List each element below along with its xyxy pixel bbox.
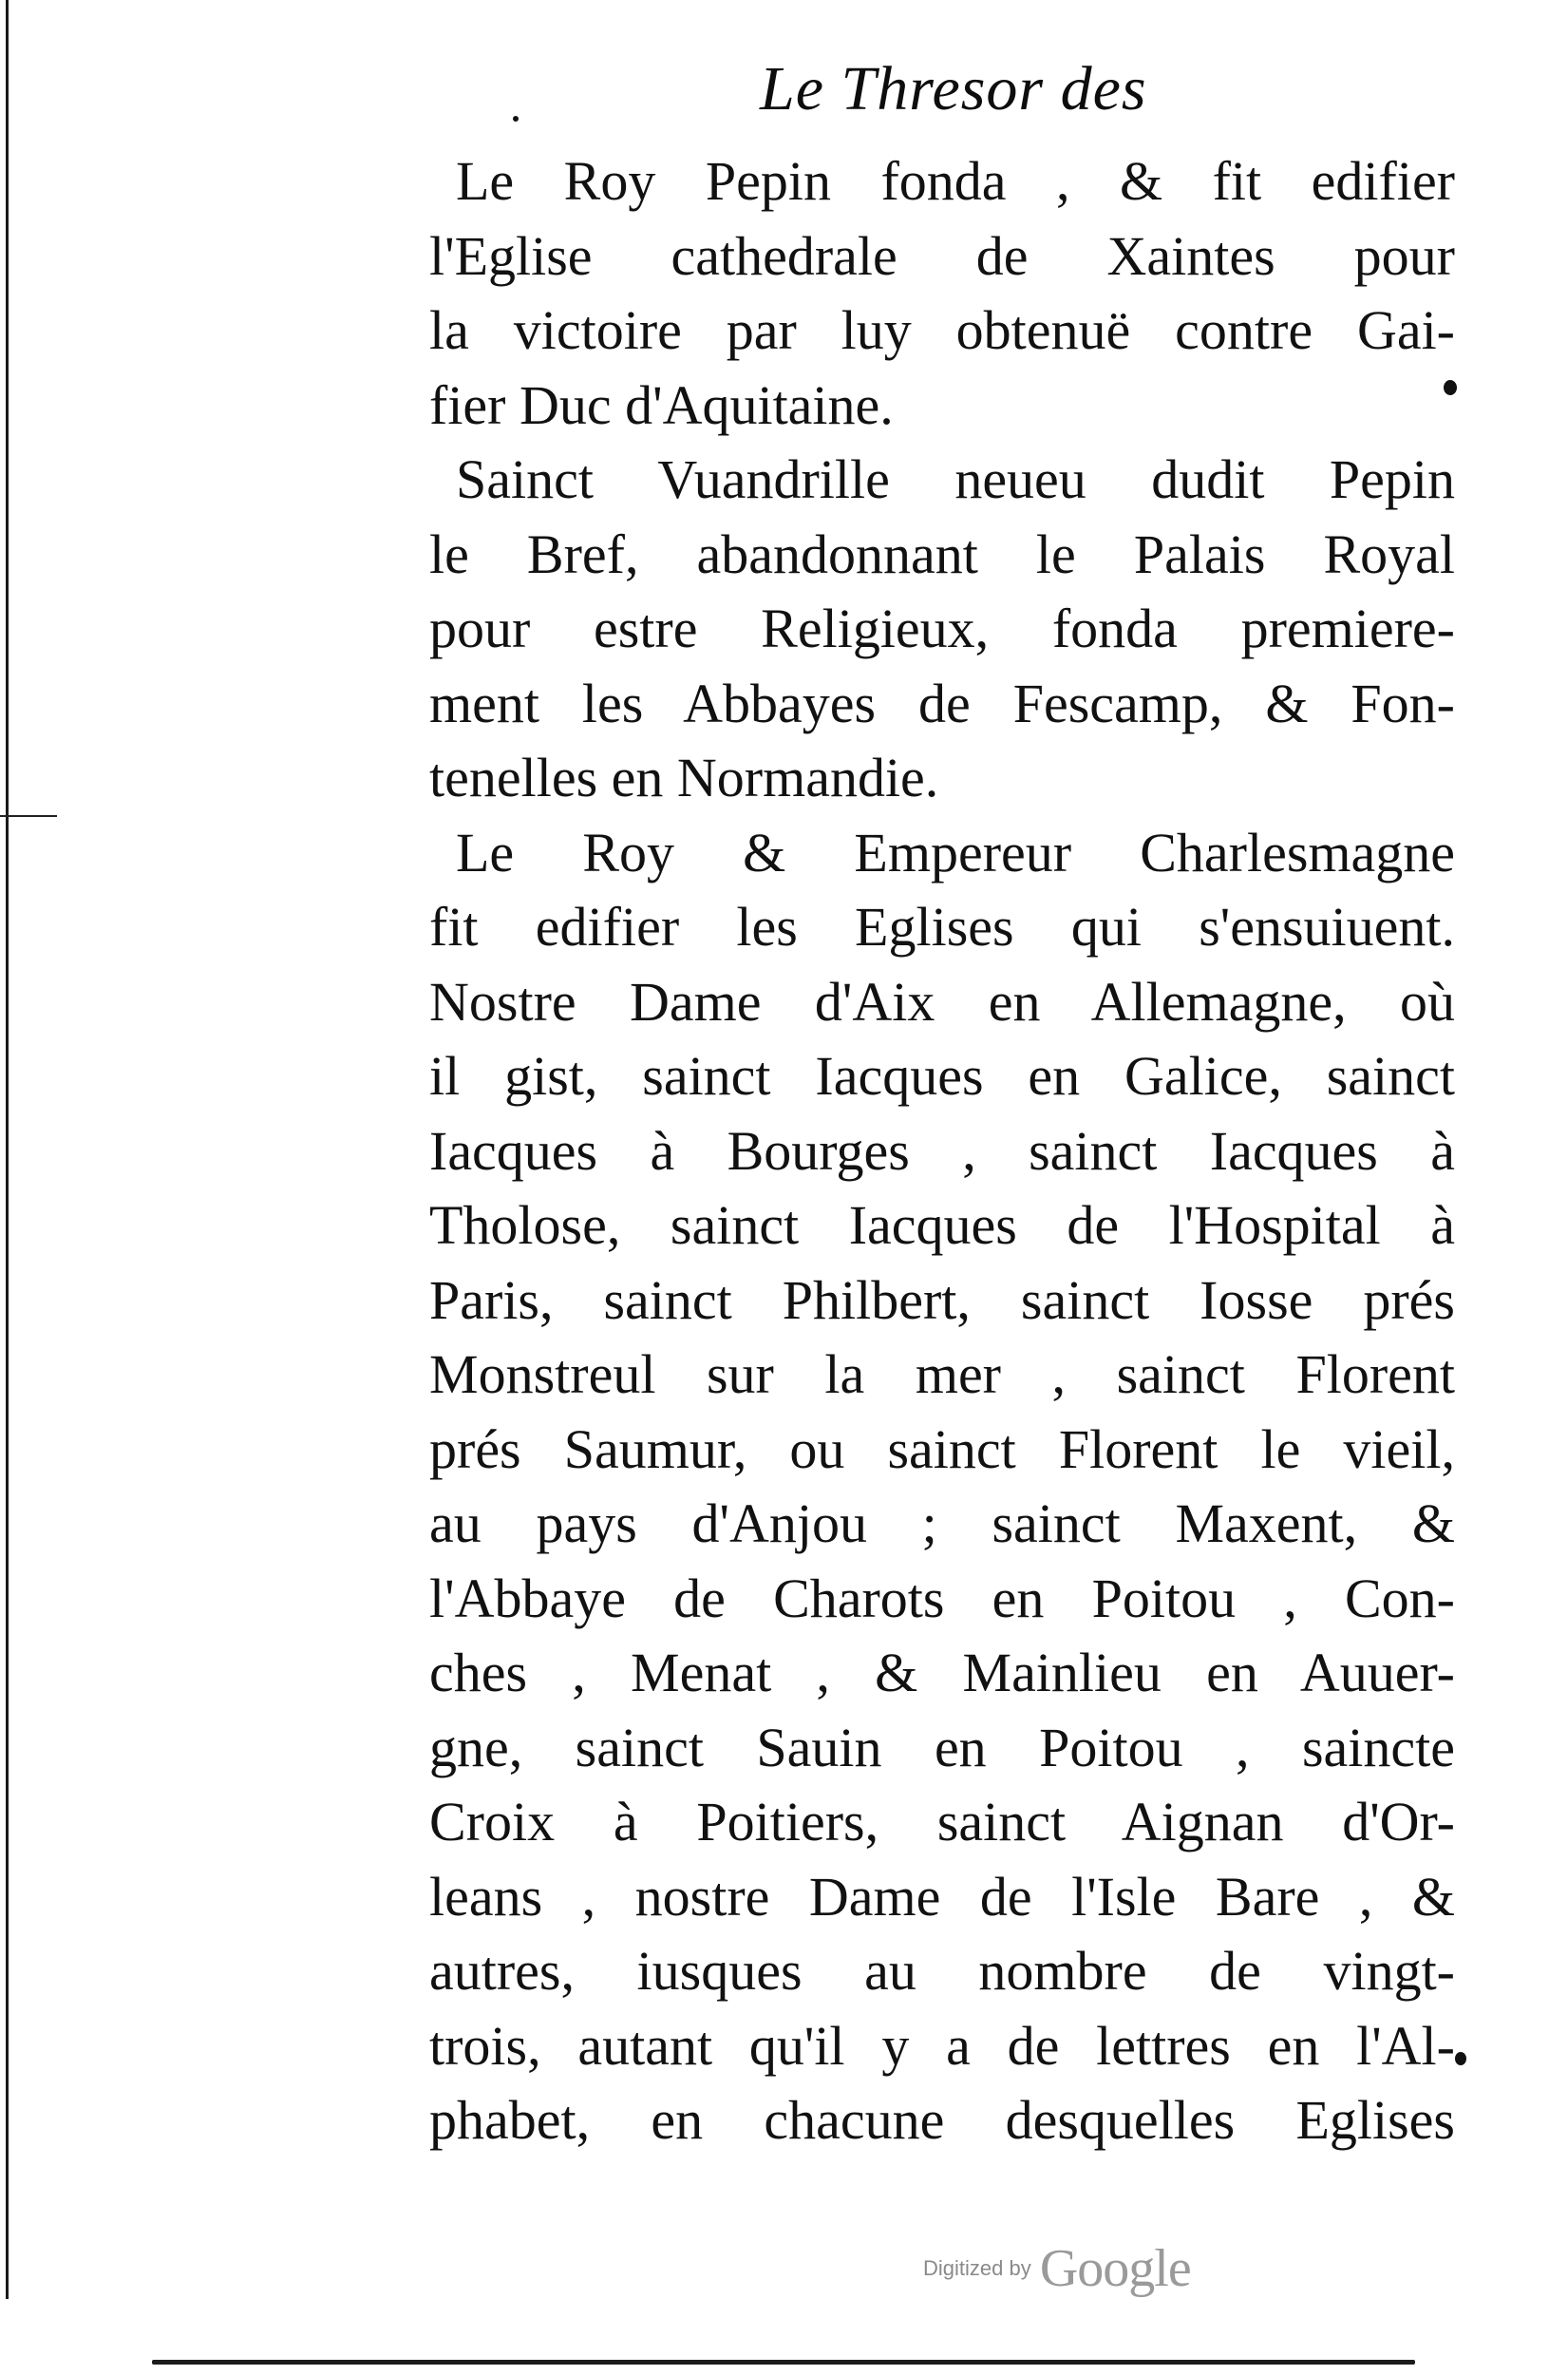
text-line: ches , Menat , & Mainlieu en Auuer- [429, 1642, 1455, 1703]
text-line: Le Roy & Empereur Charlesmagne [456, 821, 1455, 884]
watermark-logo: Google [1039, 2239, 1191, 2298]
text-line: l'Abbaye de Charots en Poitou , Con- [429, 1567, 1455, 1629]
text-line: Tholose, sainct Iacques de l'Hospital à [429, 1194, 1455, 1256]
text-line: pour estre Religieux, fonda premiere- [429, 598, 1455, 659]
text-line: l'Eglise cathedrale de Xaintes pour [429, 224, 1455, 287]
text-line: ment les Abbayes de Fescamp, & Fon- [429, 672, 1455, 734]
paragraph-charlesmagne [429, 816, 1455, 2158]
text-line: fit edifier les Eglises qui s'ensuiuent. [429, 896, 1455, 958]
text-line: phabet, en chacune desquelles Eglises [429, 2089, 1455, 2151]
paragraph-pepin [429, 144, 1455, 443]
page-edge-shadow [6, 0, 9, 2299]
text-line: autres, iusques au nombre de vingt- [429, 1940, 1455, 2002]
text-line: prés Saumur, ou sainct Florent le vieil, [429, 1417, 1455, 1480]
digitization-watermark [923, 2238, 1191, 2299]
text-line: Iacques à Bourges , sainct Iacques à [429, 1119, 1455, 1182]
page-edge-mark [0, 815, 57, 817]
ink-speck [513, 116, 519, 122]
text-line: Nostre Dame d'Aix en Allemagne, où [429, 970, 1455, 1033]
body-text [429, 144, 1455, 2158]
text-line: leans , nostre Dame de l'Isle Bare , & [429, 1865, 1455, 1928]
text-line: Sainct Vuandrille neueu dudit Pepin [456, 448, 1455, 510]
text-line: Monstreul sur la mer , sainct Florent [429, 1343, 1455, 1405]
text-line: Le Roy Pepin fonda , & fit edifier [456, 150, 1455, 212]
ink-speck [1455, 2052, 1466, 2065]
text-line: trois, autant qu'il y a de lettres en l'Al- [429, 2014, 1455, 2077]
page-bottom-edge [152, 2360, 1415, 2365]
paragraph-vuandrille [429, 443, 1455, 816]
ink-speck [1444, 380, 1457, 395]
text-line: fier Duc d'Aquitaine. [429, 373, 894, 436]
text-line: il gist, sainct Iacques en Galice, sainct [429, 1045, 1455, 1107]
text-line: Paris, sainct Philbert, sainct Iosse prés [429, 1268, 1455, 1331]
text-line: gne, sainct Sauin en Poitou , saincte [429, 1716, 1455, 1778]
text-line: tenelles en Normandie. [429, 747, 939, 808]
text-line: le Bref, abandonnant le Palais Royal [429, 522, 1455, 585]
text-line: Croix à Poitiers, sainct Aignan d'Or- [429, 1791, 1455, 1852]
watermark-prefix: Digitized by [923, 2256, 1031, 2280]
text-line: la victoire par luy obtenuë contre Gai- [429, 299, 1455, 361]
running-head: Le Thresor des [760, 54, 1147, 124]
text-line: au pays d'Anjou ; sainct Maxent, & [429, 1492, 1455, 1554]
